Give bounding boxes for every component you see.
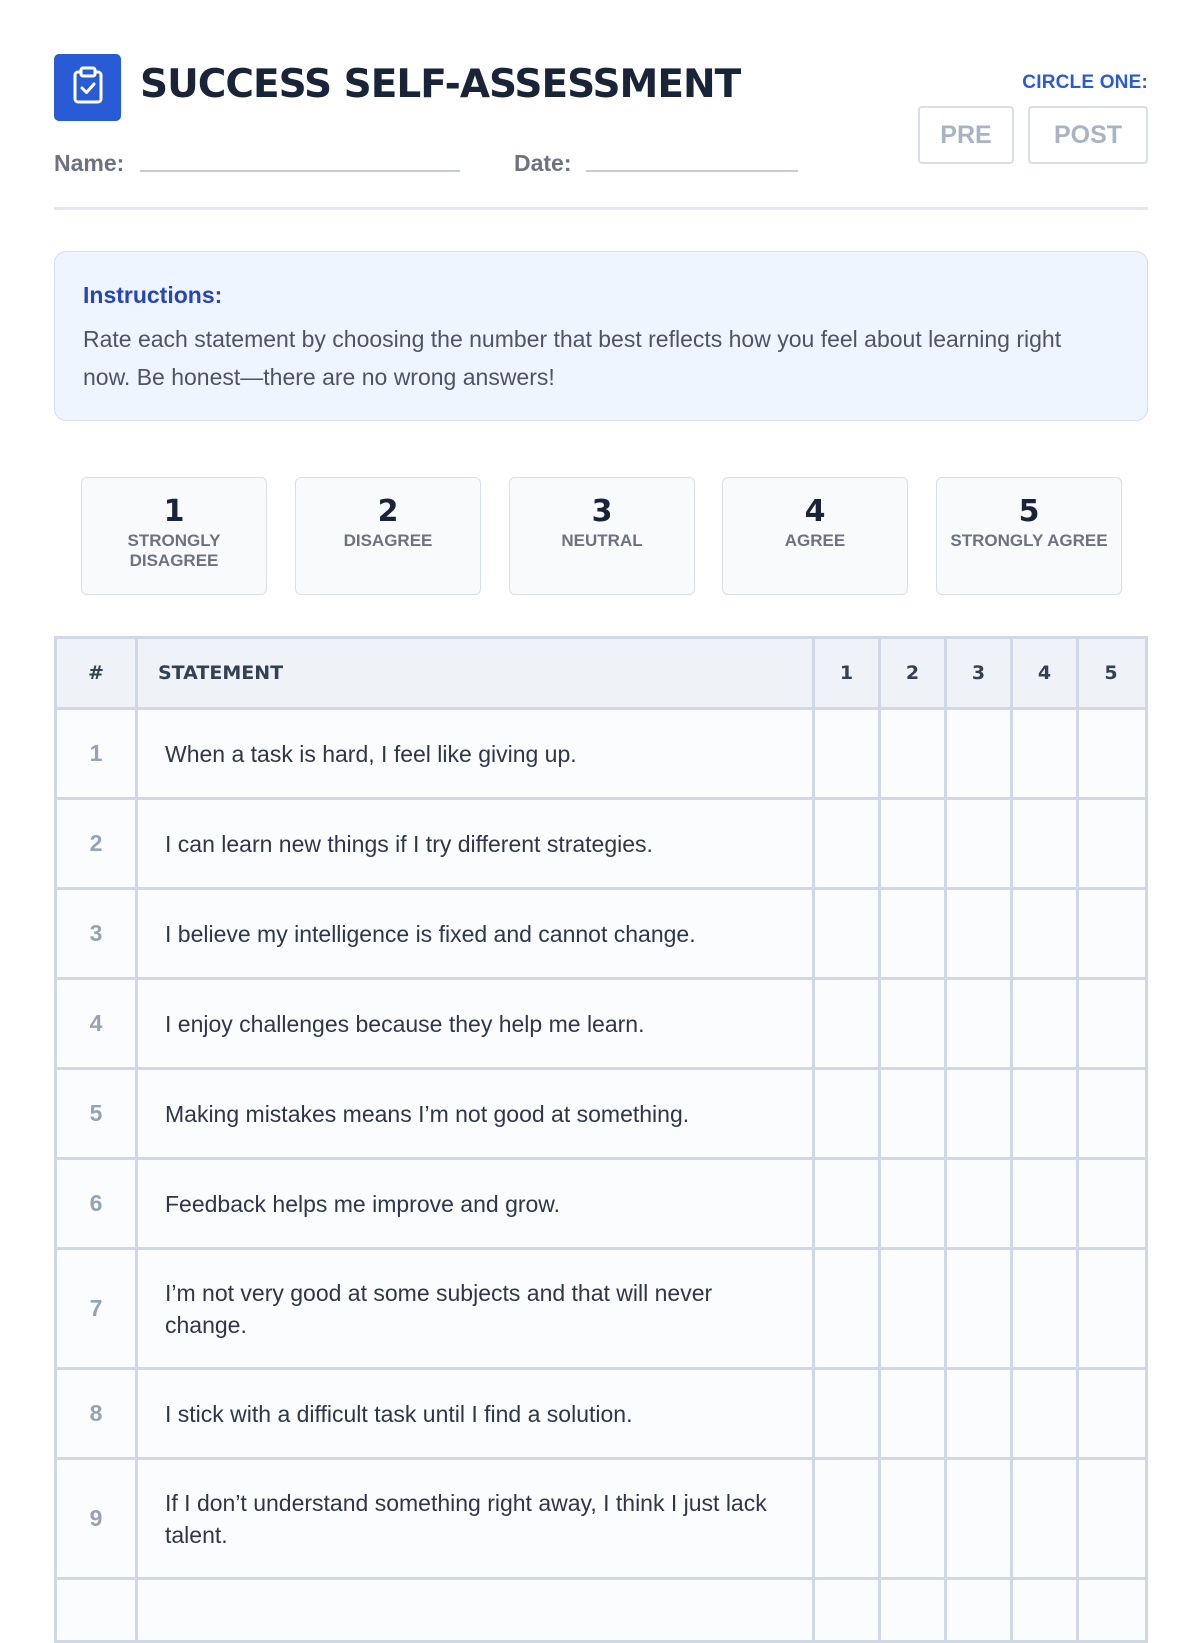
rating-1-box[interactable] (815, 800, 881, 887)
rating-3-box[interactable] (947, 1580, 1013, 1640)
rating-3-box[interactable] (947, 1160, 1013, 1247)
rating-3-box[interactable] (947, 1460, 1013, 1577)
rating-3-box[interactable] (947, 980, 1013, 1067)
pre-option[interactable]: PRE (918, 106, 1014, 164)
date-field[interactable] (586, 170, 798, 172)
scale-card-4 (722, 477, 908, 595)
header-rating-3: 3 (947, 639, 1013, 707)
statement-text: I believe my intelligence is fixed and cannot change. (165, 920, 696, 947)
scale-number: 1 (163, 494, 185, 529)
row-number-cell (57, 890, 138, 977)
rating-2-box[interactable] (881, 710, 947, 797)
rating-3-box[interactable] (947, 800, 1013, 887)
clipboard-check-icon (71, 66, 105, 109)
rating-1-box[interactable] (815, 1250, 881, 1367)
scale-number: 4 (804, 494, 826, 529)
rating-3-box[interactable] (947, 1070, 1013, 1157)
name-field[interactable] (140, 170, 460, 172)
row-number: 4 (89, 1010, 103, 1036)
rating-2-box[interactable] (881, 890, 947, 977)
row-number: 7 (89, 1295, 103, 1321)
row-number: 3 (89, 920, 103, 946)
statement-text: I’m not very good at some subjects and that will never change. (165, 1279, 713, 1338)
rating-3-box[interactable] (947, 1250, 1013, 1367)
table-row (57, 1160, 1145, 1250)
table-row (57, 1580, 1145, 1643)
header-divider (54, 207, 1148, 210)
statement-text: When a task is hard, I feel like giving up. (165, 740, 577, 767)
assessment-table (54, 636, 1148, 1643)
header-statement: STATEMENT (138, 639, 815, 707)
table-row (57, 1070, 1145, 1160)
rating-4-box[interactable] (1013, 890, 1079, 977)
instructions-title: Instructions: (83, 282, 223, 308)
scale-label: NEUTRAL (561, 531, 643, 550)
statement-text: If I don’t understand something right away, I think I just lack talent. (165, 1489, 767, 1548)
rating-2-box[interactable] (881, 1580, 947, 1640)
rating-5-box[interactable] (1079, 1580, 1143, 1640)
circle-one-label: CIRCLE ONE: (1022, 72, 1148, 93)
scale-card-2 (295, 477, 481, 595)
statement-cell (138, 1460, 815, 1577)
statement-cell (138, 1160, 815, 1247)
header-rating-4: 4 (1013, 639, 1079, 707)
statement-cell (138, 1070, 815, 1157)
rating-4-box[interactable] (1013, 1370, 1079, 1457)
statement-text: Feedback helps me improve and grow. (165, 1190, 561, 1217)
statement-cell (138, 800, 815, 887)
row-number-cell (57, 1070, 138, 1157)
rating-5-box[interactable] (1079, 710, 1143, 797)
rating-5-box[interactable] (1079, 980, 1143, 1067)
row-number-cell (57, 1250, 138, 1367)
statement-cell (138, 1580, 815, 1640)
scale-card-1 (81, 477, 267, 595)
rating-3-box[interactable] (947, 710, 1013, 797)
table-row (57, 710, 1145, 800)
row-number: 1 (89, 740, 103, 766)
scale-label: AGREE (784, 531, 846, 550)
rating-5-box[interactable] (1079, 1370, 1143, 1457)
rating-1-box[interactable] (815, 1580, 881, 1640)
statement-cell (138, 1370, 815, 1457)
table-row (57, 1370, 1145, 1460)
post-option[interactable]: POST (1028, 106, 1148, 164)
table-row (57, 980, 1145, 1070)
statement-text: I can learn new things if I try different strategies. (165, 830, 653, 857)
table-header-row (57, 639, 1145, 710)
row-number: 6 (89, 1190, 103, 1216)
statement-text: I stick with a difficult task until I find a solution. (165, 1400, 633, 1427)
row-number: 2 (89, 830, 103, 856)
rating-5-box[interactable] (1079, 1250, 1143, 1367)
header-rating-5: 5 (1104, 662, 1118, 684)
row-number-cell (57, 1460, 138, 1577)
table-row (57, 800, 1145, 890)
statement-cell (138, 890, 815, 977)
date-label: Date: (514, 150, 572, 176)
rating-3-box[interactable] (947, 1370, 1013, 1457)
name-label: Name: (54, 150, 125, 176)
scale-card-3 (509, 477, 695, 595)
rating-2-box[interactable] (881, 800, 947, 887)
table-row (57, 1460, 1145, 1580)
rating-4-box[interactable] (1013, 1250, 1079, 1367)
rating-5-box[interactable] (1079, 1460, 1143, 1577)
rating-1-box[interactable] (815, 890, 881, 977)
row-number-cell (57, 1580, 138, 1640)
rating-1-box[interactable] (815, 710, 881, 797)
scale-label: STRONGLY AGREE (950, 531, 1108, 550)
scale-number: 5 (1018, 494, 1040, 529)
rating-4-box[interactable] (1013, 800, 1079, 887)
rating-5-box[interactable] (1079, 1160, 1143, 1247)
rating-2-box[interactable] (881, 1070, 947, 1157)
rating-5-box[interactable] (1079, 1070, 1143, 1157)
rating-4-box[interactable] (1013, 1460, 1079, 1577)
rating-2-box[interactable] (881, 1370, 947, 1457)
rating-2-box[interactable] (881, 980, 947, 1067)
table-row (57, 890, 1145, 980)
page-title: SUCCESS SELF-ASSESSMENT (140, 62, 741, 107)
rating-4-box[interactable] (1013, 1160, 1079, 1247)
row-number: 8 (89, 1400, 103, 1426)
row-number-cell (57, 980, 138, 1067)
header-rating-1: 1 (815, 639, 881, 707)
scale-number: 3 (591, 494, 613, 529)
rating-3-box[interactable] (947, 890, 1013, 977)
rating-1-box[interactable] (815, 980, 881, 1067)
rating-4-box[interactable] (1013, 1580, 1079, 1640)
rating-1-box[interactable] (815, 1160, 881, 1247)
rating-4-box[interactable] (1013, 980, 1079, 1067)
rating-2-box[interactable] (881, 1160, 947, 1247)
scale-number: 2 (377, 494, 399, 529)
scale-label: STRONGLY DISAGREE (127, 531, 221, 570)
rating-4-box[interactable] (1013, 1070, 1079, 1157)
header (54, 54, 1148, 210)
rating-1-box[interactable] (815, 1460, 881, 1577)
rating-1-box[interactable] (815, 1370, 881, 1457)
rating-5-box[interactable] (1079, 800, 1143, 887)
row-number-cell (57, 1160, 138, 1247)
statement-cell (138, 1250, 815, 1367)
rating-1-box[interactable] (815, 1070, 881, 1157)
row-number-cell (57, 710, 138, 797)
logo (54, 54, 121, 121)
rating-4-box[interactable] (1013, 710, 1079, 797)
rating-5-box[interactable] (1079, 890, 1143, 977)
rating-2-box[interactable] (881, 1460, 947, 1577)
table-row (57, 1250, 1145, 1370)
row-number-cell (57, 1370, 138, 1457)
instructions-text: Rate each statement by choosing the number that best reflects how you feel about learning right now. Be honest—there are no wrong answers! (83, 326, 1062, 390)
row-number: 5 (89, 1100, 103, 1126)
statement-text: I enjoy challenges because they help me learn. (165, 1010, 645, 1037)
statement-cell (138, 980, 815, 1067)
row-number-cell (57, 800, 138, 887)
header-number: # (57, 639, 138, 707)
instructions-box (54, 251, 1148, 421)
scale-label: DISAGREE (343, 531, 433, 550)
rating-2-box[interactable] (881, 1250, 947, 1367)
statement-text: Making mistakes means I’m not good at something. (165, 1100, 690, 1127)
row-number: 9 (89, 1505, 103, 1531)
statement-cell (138, 710, 815, 797)
header-rating-2: 2 (881, 639, 947, 707)
scale-card-5 (936, 477, 1122, 595)
